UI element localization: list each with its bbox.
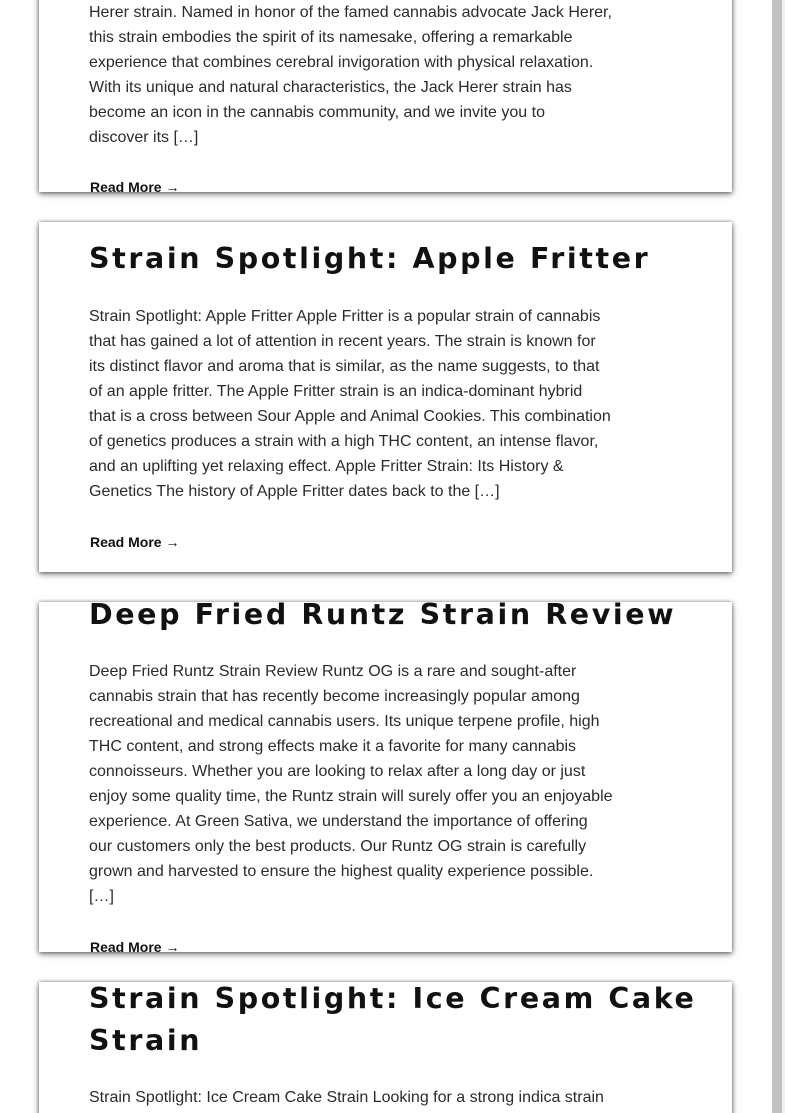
read-more-link[interactable]: Read More → [90,179,180,192]
post-excerpt: Strain Spotlight: Ice Cream Cake Strain Looking for a strong indica strain [89,1089,604,1106]
post-card [39,982,732,1113]
post-title[interactable]: Strain Spotlight: Ice Cream Cake Strain [89,982,697,1057]
post-excerpt: Deep Fried Runtz Strain Review Runtz OG is a rare and sought-after cannabis strain that has recently become increasingly popular among recreational and medical cannabis users. Its unique terpene profile, high THC content, and strong effects make it a favorite for many cannabis connoisseurs. Whether you are looking to relax after a long day or just enjoy some quality time, the Runtz strain will surely offer you an enjoyable experience. At Green Sativa, we understand the importance of offering our customers only the best products. Our Runtz OG strain is carefully grown and harvested to ensure the highest quality experience possible. […] [89,663,613,905]
post-card [39,0,732,192]
post-title[interactable]: Deep Fried Runtz Strain Review [89,602,677,631]
post-excerpt: Strain Spotlight: Apple Fritter Apple Fritter is a popular strain of cannabis that has gained a lot of attention in recent years. The strain is known for its distinct flavor and aroma that is similar, as the name suggests, to that of an apple fritter. The Apple Fritter strain is an indica-dominant hybrid that is a cross between Sour Apple and Animal Cookies. This combination of genetics produces a strain with a high THC content, an intense flavor, and an uplifting yet relaxing effect. Apple Fritter Strain: Its History & Genetics The history of Apple Fritter dates back to the […] [89,308,611,500]
read-more-link[interactable]: Read More → [90,534,180,550]
post-card [39,602,732,952]
post-title[interactable]: Strain Spotlight: Apple Fritter [89,242,651,275]
read-more-link[interactable]: Read More → [90,939,180,952]
post-excerpt: Herer strain. Named in honor of the famed cannabis advocate Jack Herer, this strain embodies the spirit of its namesake, offering a remarkable experience that combines cerebral invigoration with physical relaxation. With its unique and natural characteristics, the Jack Herer strain has become an icon in the cannabis community, and we invite you to discover its […] [89,4,612,146]
post-card [39,222,732,572]
scrollbar-thumb[interactable] [772,0,782,1113]
